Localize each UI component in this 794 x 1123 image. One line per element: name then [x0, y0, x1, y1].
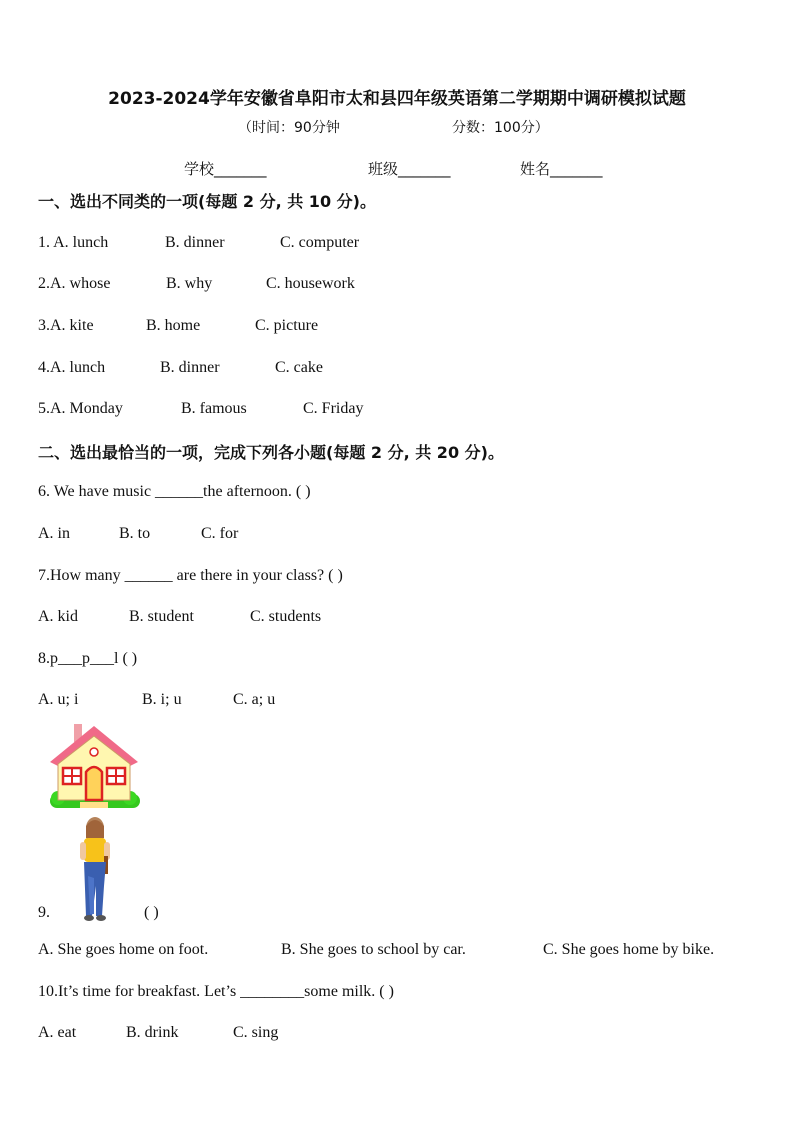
exam-title: 2023-2024学年安徽省阜阳市太和县四年级英语第二学期期中调研模拟试题	[108, 89, 686, 109]
q3-option-a: 3.A. kite	[38, 317, 94, 334]
q1-option-c: C. computer	[280, 234, 360, 251]
q2-option-b: B. why	[166, 275, 213, 292]
q5-option-b: B. famous	[181, 400, 247, 417]
walking-girl-illustration	[74, 816, 118, 922]
q4-option-c: C. cake	[275, 359, 323, 376]
q9-option-c: C. She goes home by bike.	[543, 941, 715, 958]
section1-title: 一、选出不同类的一项(每题 2 分, 共 10 分)。	[38, 192, 376, 211]
house-illustration	[50, 722, 140, 812]
exam-time: （时间：90分钟	[238, 120, 340, 136]
section2-title: 二、选出最恰当的一项，完成下列各小题(每题 2 分, 共 20 分)。	[38, 443, 504, 462]
q2-option-a: 2.A. whose	[38, 275, 111, 292]
exam-score: 分数：100分）	[452, 120, 549, 136]
q7-option-c: C. students	[250, 608, 322, 625]
q3-option-b: B. home	[146, 317, 201, 334]
q7-stem: 7.How many ______ are there in your class? ( )	[38, 567, 343, 584]
q5-option-a: 5.A. Monday	[38, 400, 123, 417]
q1-option-a: 1. A. lunch	[38, 234, 109, 251]
q9-option-b: B. She goes to school by car.	[281, 941, 466, 958]
q6-stem: 6. We have music ______the afternoon. ( )	[38, 483, 311, 500]
q8-option-a: A. u; i	[38, 691, 79, 708]
q6-option-b: B. to	[119, 525, 151, 542]
q9-number: 9.	[38, 904, 50, 921]
q7-option-a: A. kid	[38, 608, 78, 625]
school-field: 学校_______	[184, 160, 267, 178]
q6-option-c: C. for	[201, 525, 239, 542]
name-field: 姓名_______	[520, 160, 603, 178]
q2-option-c: C. housework	[266, 275, 355, 292]
q3-option-c: C. picture	[255, 317, 319, 334]
q10-stem: 10.It’s time for breakfast. Let’s ________some milk. ( )	[38, 983, 394, 1000]
q6-option-a: A. in	[38, 525, 70, 542]
q9-option-a: A. She goes home on foot.	[38, 941, 209, 958]
q7-option-b: B. student	[129, 608, 194, 625]
q10-option-a: A. eat	[38, 1024, 77, 1041]
q10-option-b: B. drink	[126, 1024, 179, 1041]
q5-option-c: C. Friday	[303, 400, 364, 417]
q4-option-b: B. dinner	[160, 359, 220, 376]
q8-stem: 8.p___p___l ( )	[38, 650, 138, 667]
q4-option-a: 4.A. lunch	[38, 359, 106, 376]
class-field: 班级_______	[368, 160, 451, 178]
q10-option-c: C. sing	[233, 1024, 279, 1041]
q1-option-b: B. dinner	[165, 234, 225, 251]
q9-paren: ( )	[144, 904, 159, 921]
q8-option-c: C. a; u	[233, 691, 276, 708]
q8-option-b: B. i; u	[142, 691, 182, 708]
